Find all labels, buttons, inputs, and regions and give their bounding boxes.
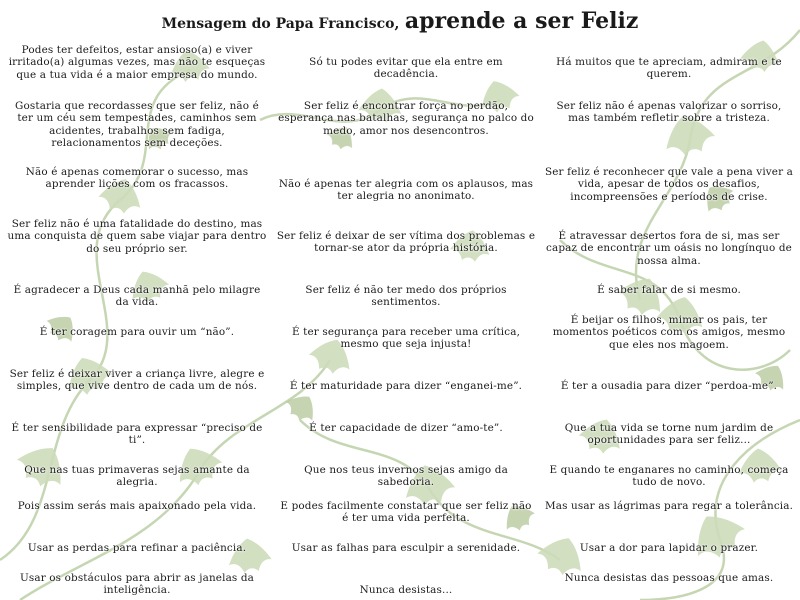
message-grid: [6, 42, 794, 598]
message-cell: É ter segurança para receber uma crítica, mesmo que seja injusta!: [291, 326, 521, 351]
message-cell: E podes facilmente constatar que ser feliz não é ter uma vida perfeita.: [280, 500, 532, 525]
message-cell: É ter sensibilidade para expressar “preciso de ti”.: [11, 422, 263, 447]
message-cell: Usar as falhas para esculpir a serenidade.: [291, 542, 521, 554]
message-cell: É beijar os filhos, mimar os pais, ter momentos poéticos com os amigos, mesmo que eles nos magoem.: [552, 314, 786, 351]
message-cell: Ser feliz é deixar viver a criança livre, alegre e simples, que vive dentro de cada um de nós.: [9, 368, 265, 393]
message-cell: Ser feliz não é apenas valorizar o sorriso, mas também refletir sobre a tristeza.: [556, 100, 782, 125]
message-cell: Que nos teus invernos sejas amigo da sabedoria.: [304, 464, 508, 489]
message-cell: Ser feliz é reconhecer que vale a pena viver a vida, apesar de todos os desafios, incompreensões e períodos de crise.: [544, 166, 794, 203]
message-cell: Que nas tuas primaveras sejas amante da alegria.: [24, 464, 250, 489]
message-cell: É saber falar de si mesmo.: [597, 284, 741, 296]
title-main: aprende a ser Feliz: [404, 8, 639, 34]
message-cell: Que a tua vida se torne num jardim de oportunidades para ser feliz...: [564, 422, 774, 447]
message-cell: Usar os obstáculos para abrir as janelas da inteligência.: [19, 572, 255, 597]
message-cell: É ter a ousadia para dizer “perdoa-me”.: [560, 380, 778, 392]
message-cell: Não é apenas comemorar o sucesso, mas aprender lições com os fracassos.: [25, 166, 249, 191]
message-cell: Ser feliz não é uma fatalidade do destino, mas uma conquista de quem sabe viajar para dentro do seu próprio ser.: [7, 218, 267, 255]
message-cell: É atravessar desertos fora de si, mas ser capaz de encontrar um oásis no longínquo de nossa alma.: [546, 230, 792, 267]
message-cell: Nunca desistas das pessoas que amas.: [564, 572, 774, 584]
message-cell: Mas usar as lágrimas para regar a tolerância.: [544, 500, 794, 512]
message-cell: Só tu podes evitar que ela entre em decadência.: [309, 56, 503, 81]
message-cell: Ser feliz é deixar de ser vítima dos problemas e tornar-se ator da própria história.: [276, 230, 536, 255]
message-cell: Podes ter defeitos, estar ansioso(a) e viver irritado(a) algumas vezes, mas não te esqueças que a tua vida é a maior empresa do mundo.: [8, 44, 266, 81]
message-cell: É ter coragem para ouvir um “não”.: [39, 326, 235, 338]
message-cell: Nunca desistas...: [359, 584, 453, 596]
message-cell: É agradecer a Deus cada manhã pelo milagre da vida.: [13, 284, 261, 309]
page-title: [0, 8, 800, 34]
message-cell: Há muitos que te apreciam, admiram e te querem.: [556, 56, 782, 81]
message-cell: Usar a dor para lapidar o prazer.: [579, 542, 759, 554]
message-cell: E quando te enganares no caminho, começa tudo de novo.: [549, 464, 789, 489]
title-prefix: Mensagem do Papa Francisco,: [161, 16, 400, 32]
message-cell: Não é apenas ter alegria com os aplausos, mas ter alegria no anonimato.: [278, 178, 534, 203]
message-cell: É ter maturidade para dizer “enganei-me”.: [289, 380, 523, 392]
message-cell: Ser feliz é não ter medo dos próprios sentimentos.: [305, 284, 507, 309]
message-cell: Pois assim serás mais apaixonado pela vida.: [17, 500, 257, 512]
message-cell: Gostaria que recordasses que ser feliz, não é ter um céu sem tempestades, caminhos sem acidentes, trabalhos sem fadiga, relacionamentos sem deceções.: [15, 100, 259, 150]
message-cell: É ter capacidade de dizer “amo-te”.: [309, 422, 503, 434]
message-cell: Ser feliz é encontrar força no perdão, esperança nas batalhas, segurança no palco do medo, amor nos desencontros.: [278, 100, 534, 137]
message-cell: Usar as perdas para refinar a paciência.: [27, 542, 247, 554]
